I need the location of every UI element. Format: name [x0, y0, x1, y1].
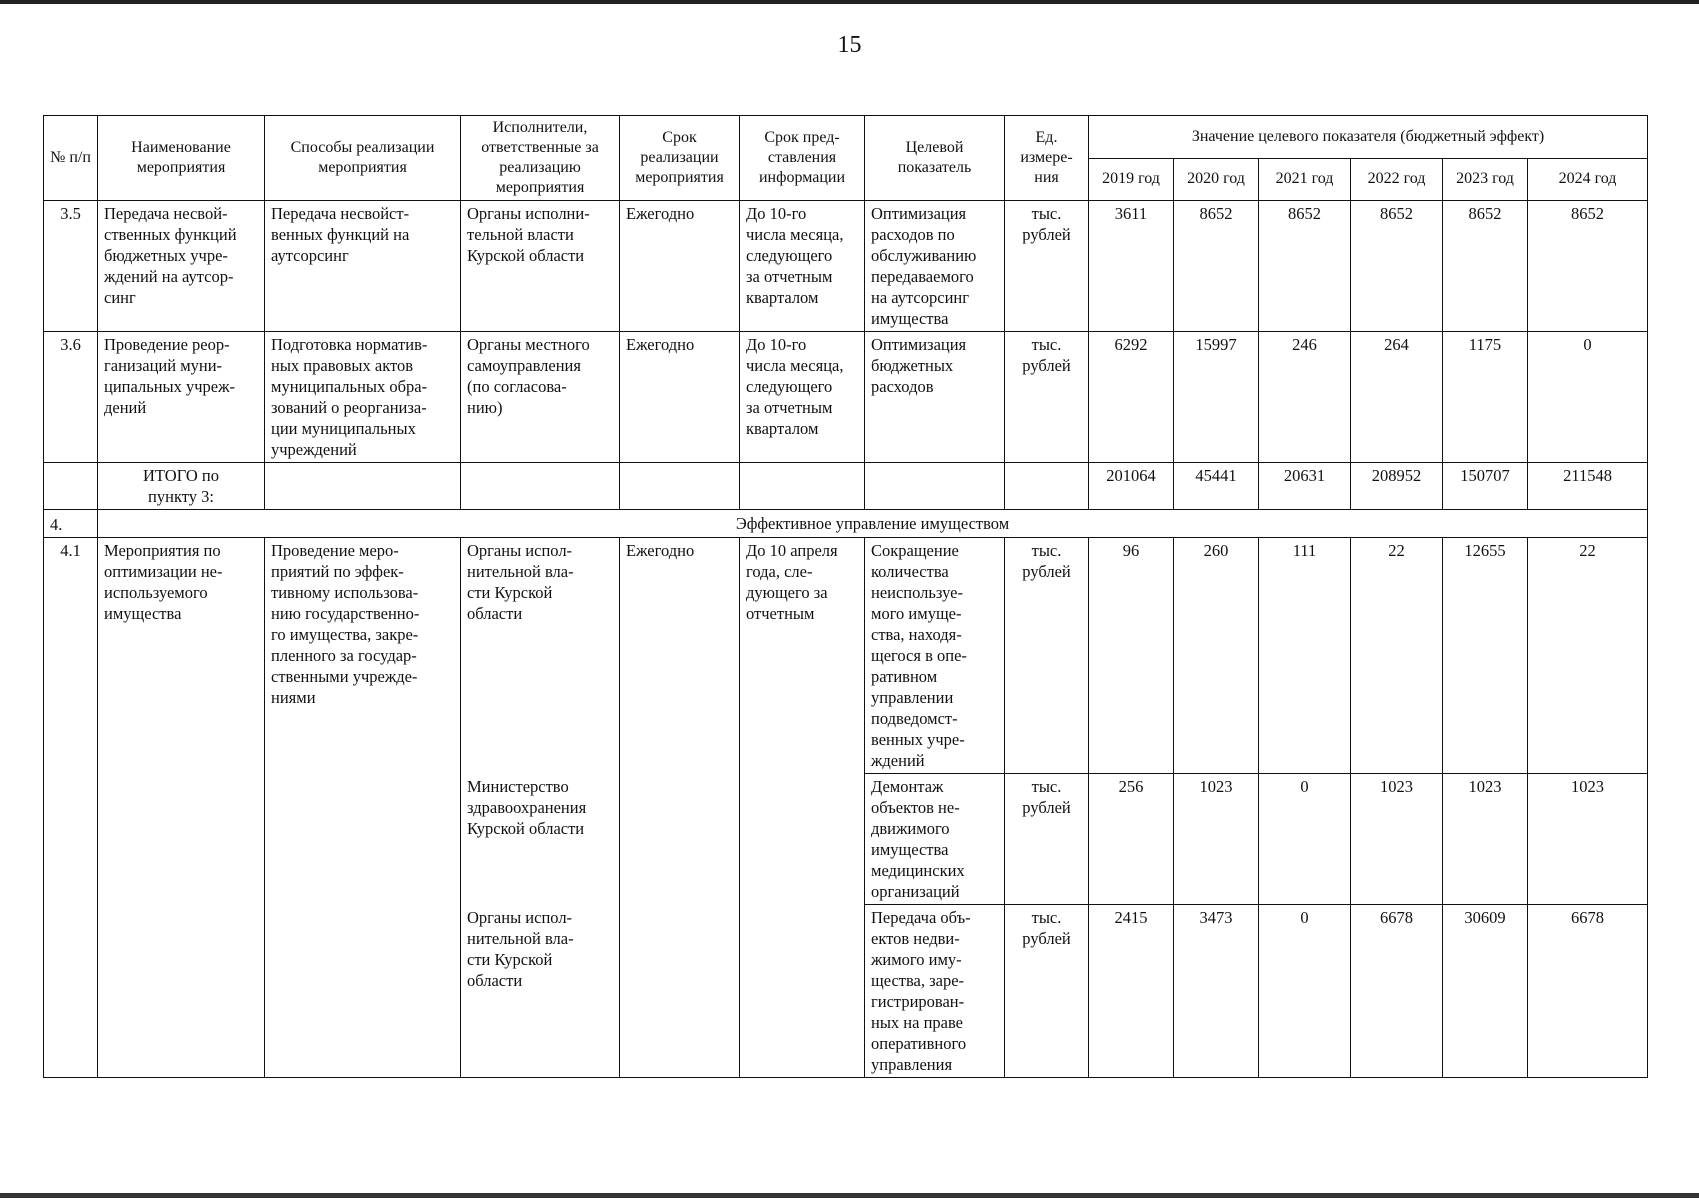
section-row-4 [44, 510, 1648, 538]
value-cell: 1175 [1443, 332, 1528, 463]
target-indicator: Оптимизация расходов по обслуживанию передаваемого на аутсорсинг имущества [865, 201, 1005, 332]
activity-executor: Органы местного самоуправления (по согласова- нию) [461, 332, 620, 463]
unit: тыс. рублей [1005, 332, 1089, 463]
col-header-year: 2020 год [1174, 158, 1259, 201]
activity-name: Проведение реор- ганизаций муни- ципальных учреж- дений [98, 332, 265, 463]
value-cell: 260 [1174, 538, 1259, 774]
empty-cell [620, 463, 740, 510]
activity-term: Ежегодно [620, 538, 740, 1078]
col-header-executors: Исполнители, ответственные за реализацию мероприятия [461, 116, 620, 201]
value-cell: 15997 [1174, 332, 1259, 463]
activity-term: Ежегодно [620, 201, 740, 332]
total-label: ИТОГО по пункту 3: [98, 463, 265, 510]
value-cell: 6292 [1089, 332, 1174, 463]
activity-executor: Органы исполни- тельной власти Курской области [461, 201, 620, 332]
unit: тыс. рублей [1005, 201, 1089, 332]
value-cell: 3473 [1174, 905, 1259, 1078]
total-value: 45441 [1174, 463, 1259, 510]
total-value: 201064 [1089, 463, 1174, 510]
table-row-3-5 [44, 201, 1648, 332]
empty-cell [1005, 463, 1089, 510]
col-header-methods: Способы реализации мероприятия [265, 116, 461, 201]
value-cell: 111 [1259, 538, 1351, 774]
activity-executor: Органы испол- нительной вла- сти Курской области [461, 538, 620, 774]
empty-cell [265, 463, 461, 510]
total-value: 150707 [1443, 463, 1528, 510]
value-cell: 3611 [1089, 201, 1174, 332]
target-indicator: Передача объ- ектов недви- жимого иму- щества, заре- гистрирован- ных на праве оперативного управления [865, 905, 1005, 1078]
col-header-year: 2023 год [1443, 158, 1528, 201]
value-cell: 8652 [1443, 201, 1528, 332]
value-cell: 8652 [1528, 201, 1648, 332]
empty-cell [461, 463, 620, 510]
value-cell: 0 [1259, 774, 1351, 905]
activity-name: Мероприятия по оптимизации не- используемого имущества [98, 538, 265, 1078]
total-value: 211548 [1528, 463, 1648, 510]
value-cell: 1023 [1528, 774, 1648, 905]
row-num: 3.6 [44, 332, 98, 463]
col-header-value-group: Значение целевого показателя (бюджетный эффект) [1089, 116, 1648, 159]
report-term: До 10-го числа месяца, следующего за отчетным кварталом [740, 332, 865, 463]
value-cell: 8652 [1259, 201, 1351, 332]
empty-cell [44, 463, 98, 510]
value-cell: 256 [1089, 774, 1174, 905]
value-cell: 264 [1351, 332, 1443, 463]
value-cell: 22 [1351, 538, 1443, 774]
value-cell: 246 [1259, 332, 1351, 463]
col-header-year: 2019 год [1089, 158, 1174, 201]
value-cell: 6678 [1351, 905, 1443, 1078]
col-header-report-term: Срок пред- ставления информации [740, 116, 865, 201]
col-header-num: № п/п [44, 116, 98, 201]
total-row-section-3 [44, 463, 1648, 510]
page-bottom-edge [0, 1193, 1699, 1198]
activity-executor: Министерство здравоохранения Курской области [461, 774, 620, 905]
value-cell: 96 [1089, 538, 1174, 774]
value-cell: 6678 [1528, 905, 1648, 1078]
total-value: 208952 [1351, 463, 1443, 510]
col-header-year: 2024 год [1528, 158, 1648, 201]
value-cell: 1023 [1351, 774, 1443, 905]
col-header-year: 2022 год [1351, 158, 1443, 201]
empty-cell [865, 463, 1005, 510]
value-cell: 12655 [1443, 538, 1528, 774]
unit: тыс. рублей [1005, 905, 1089, 1078]
value-cell: 1023 [1174, 774, 1259, 905]
total-value: 20631 [1259, 463, 1351, 510]
value-cell: 0 [1528, 332, 1648, 463]
value-cell: 30609 [1443, 905, 1528, 1078]
activity-methods: Проведение меро- приятий по эффек- тивному использова- нию государственно- го имущества, закре- пленного за государ- ственными учрежде- ниями [265, 538, 461, 1078]
col-header-term: Срок реализации мероприятия [620, 116, 740, 201]
table-row-3-6 [44, 332, 1648, 463]
value-cell: 2415 [1089, 905, 1174, 1078]
target-indicator: Оптимизация бюджетных расходов [865, 332, 1005, 463]
row-num: 3.5 [44, 201, 98, 332]
value-cell: 22 [1528, 538, 1648, 774]
budget-effect-table [43, 115, 1648, 1078]
activity-executor: Органы испол- нительной вла- сти Курской области [461, 905, 620, 1078]
activity-term: Ежегодно [620, 332, 740, 463]
activity-methods: Подготовка норматив- ных правовых актов муниципальных обра- зований о реорганиза- ции муниципальных учреждений [265, 332, 461, 463]
table-row-4-1 [44, 538, 1648, 774]
col-header-unit: Ед. измере- ния [1005, 116, 1089, 201]
value-cell: 1023 [1443, 774, 1528, 905]
report-term: До 10-го числа месяца, следующего за отчетным кварталом [740, 201, 865, 332]
value-cell: 8652 [1351, 201, 1443, 332]
section-num: 4. [44, 510, 98, 538]
empty-cell [740, 463, 865, 510]
row-num: 4.1 [44, 538, 98, 1078]
value-cell: 0 [1259, 905, 1351, 1078]
page-top-edge [0, 0, 1699, 4]
target-indicator: Демонтаж объектов не- движимого имущества медицинских организаций [865, 774, 1005, 905]
col-header-name: Наименование мероприятия [98, 116, 265, 201]
activity-methods: Передача несвойст- венных функций на аутсорсинг [265, 201, 461, 332]
header-row-1 [44, 116, 1648, 159]
activity-name: Передача несвой- ственных функций бюджетных учре- ждений на аутсор- синг [98, 201, 265, 332]
target-indicator: Сокращение количества неиспользуе- мого имуще- ства, находя- щегося в опе- ративном управлении подведомст- венных учре- ждений [865, 538, 1005, 774]
col-header-year: 2021 год [1259, 158, 1351, 201]
report-term: До 10 апреля года, сле- дующего за отчетным [740, 538, 865, 1078]
col-header-indicator: Целевой показатель [865, 116, 1005, 201]
unit: тыс. рублей [1005, 774, 1089, 905]
value-cell: 8652 [1174, 201, 1259, 332]
page-number: 15 [837, 32, 862, 58]
unit: тыс. рублей [1005, 538, 1089, 774]
section-title: Эффективное управление имуществом [98, 510, 1648, 538]
